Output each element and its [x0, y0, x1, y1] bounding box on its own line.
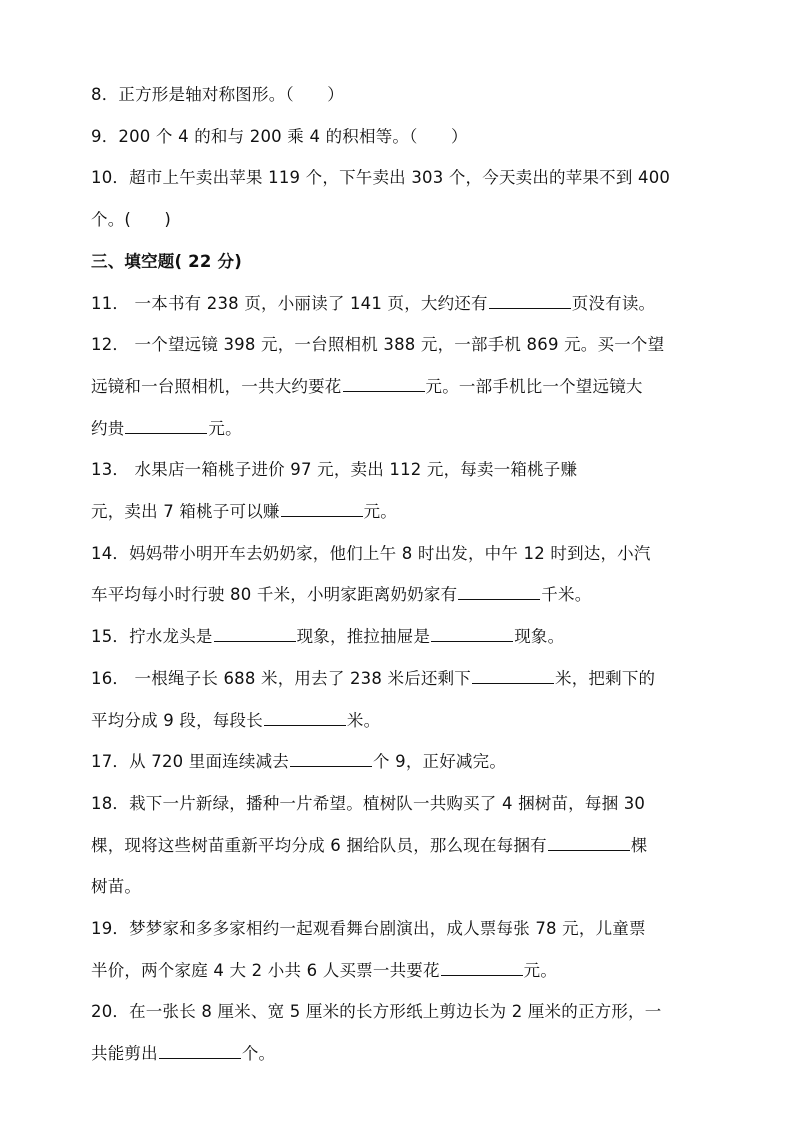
line-text: 个。 — [241, 1044, 276, 1064]
line-text: 约贵 — [91, 418, 125, 438]
answer-blank[interactable] — [281, 501, 363, 517]
question-line — [91, 960, 711, 982]
line-text: 共能剪出 — [91, 1044, 158, 1064]
question-line — [91, 334, 711, 356]
question-line — [91, 876, 711, 898]
line-text: 16． 一根绳子长 688 米，用去了 238 米后还剩下 — [91, 668, 472, 688]
line-text: 9．200 个 4 的和与 200 乘 4 的积相等。（ ） — [91, 126, 468, 146]
question-line — [91, 418, 711, 440]
line-text: 17．从 720 里面连续减去 — [91, 752, 289, 772]
line-text: 车平均每小时行驶 80 千米，小明家距离奶奶家有 — [91, 585, 458, 605]
question-line — [91, 376, 711, 398]
question-line — [91, 501, 711, 523]
line-text: 三、填空题( 22 分) — [91, 251, 242, 271]
line-text: 18．栽下一片新绿，播种一片希望。植树队一共购买了 4 捆树苗，每捆 30 — [91, 793, 646, 813]
question-line — [91, 126, 711, 148]
question-line — [91, 543, 711, 565]
answer-blank[interactable] — [264, 710, 346, 726]
line-text: 元。 — [363, 502, 397, 521]
question-line — [91, 626, 711, 648]
line-text: 米，把剩下的 — [555, 668, 656, 688]
answer-blank[interactable] — [125, 418, 207, 434]
line-text: 半价，两个家庭 4 大 2 小共 6 人买票一共要花 — [91, 960, 440, 980]
question-line — [91, 209, 711, 231]
line-text: 20．在一张长 8 厘米、宽 5 厘米的长方形纸上剪边长为 2 厘米的正方形，一 — [91, 1002, 662, 1022]
line-text: 个。( ) — [91, 210, 172, 230]
answer-blank[interactable] — [548, 835, 630, 851]
line-text: 页没有读。 — [571, 293, 656, 313]
line-text: 11． 一本书有 238 页，小丽读了 141 页，大约还有 — [91, 293, 488, 313]
answer-blank[interactable] — [472, 668, 554, 684]
answer-blank[interactable] — [290, 751, 372, 767]
answer-blank[interactable] — [431, 626, 513, 642]
line-text: 棵，现将这些树苗重新平均分成 6 捆给队员，那么现在每捆有 — [91, 835, 547, 855]
line-text: 13． 水果店一箱桃子进价 97 元，卖出 112 元，每卖一箱桃子赚 — [91, 460, 578, 480]
question-line — [91, 584, 711, 606]
question-line — [91, 84, 711, 106]
question-line — [91, 167, 711, 189]
line-text: 现象。 — [514, 627, 565, 647]
question-line — [91, 751, 711, 773]
line-text: 元。 — [523, 960, 558, 980]
line-text: 12． 一个望远镜 398 元，一台照相机 388 元，一部手机 869 元。买一个望 — [91, 335, 665, 355]
answer-blank[interactable] — [214, 626, 296, 642]
question-line — [91, 1043, 711, 1065]
question-line — [91, 793, 711, 815]
line-text: 19．梦梦家和多多家相约一起观看舞台剧演出，成人票每张 78 元，儿童票 — [91, 919, 646, 938]
line-text: 元。 — [208, 418, 242, 438]
answer-blank[interactable] — [441, 960, 523, 976]
section-heading — [91, 251, 711, 273]
line-text: 15．拧水龙头是 — [91, 627, 213, 647]
line-text: 棵 — [630, 835, 648, 855]
line-text: 米。 — [346, 710, 381, 730]
answer-blank[interactable] — [343, 376, 425, 392]
line-text: 千米。 — [541, 585, 592, 605]
line-text: 元。一部手机比一个望远镜大 — [425, 376, 643, 396]
line-text: 10．超市上午卖出苹果 119 个，下午卖出 303 个，今天卖出的苹果不到 400 — [91, 168, 671, 188]
question-line — [91, 293, 711, 315]
question-line — [91, 918, 711, 940]
line-text: 元，卖出 7 箱桃子可以赚 — [91, 502, 280, 521]
line-text: 树苗。 — [91, 877, 142, 897]
line-text: 现象，推拉抽屉是 — [296, 627, 431, 647]
question-line — [91, 1001, 711, 1023]
line-text: 8．正方形是轴对称图形。（ ） — [91, 85, 344, 104]
question-line — [91, 835, 711, 857]
answer-blank[interactable] — [159, 1043, 241, 1059]
line-text: 远镜和一台照相机，一共大约要花 — [91, 376, 342, 396]
line-text: 平均分成 9 段，每段长 — [91, 710, 263, 730]
question-line — [91, 668, 711, 690]
line-text: 14．妈妈带小明开车去奶奶家，他们上午 8 时出发，中午 12 时到达，小汽 — [91, 543, 651, 563]
question-line — [91, 459, 711, 481]
line-text: 个 9，正好减完。 — [372, 752, 507, 772]
answer-blank[interactable] — [489, 293, 571, 309]
answer-blank[interactable] — [458, 584, 540, 600]
question-line — [91, 710, 711, 732]
